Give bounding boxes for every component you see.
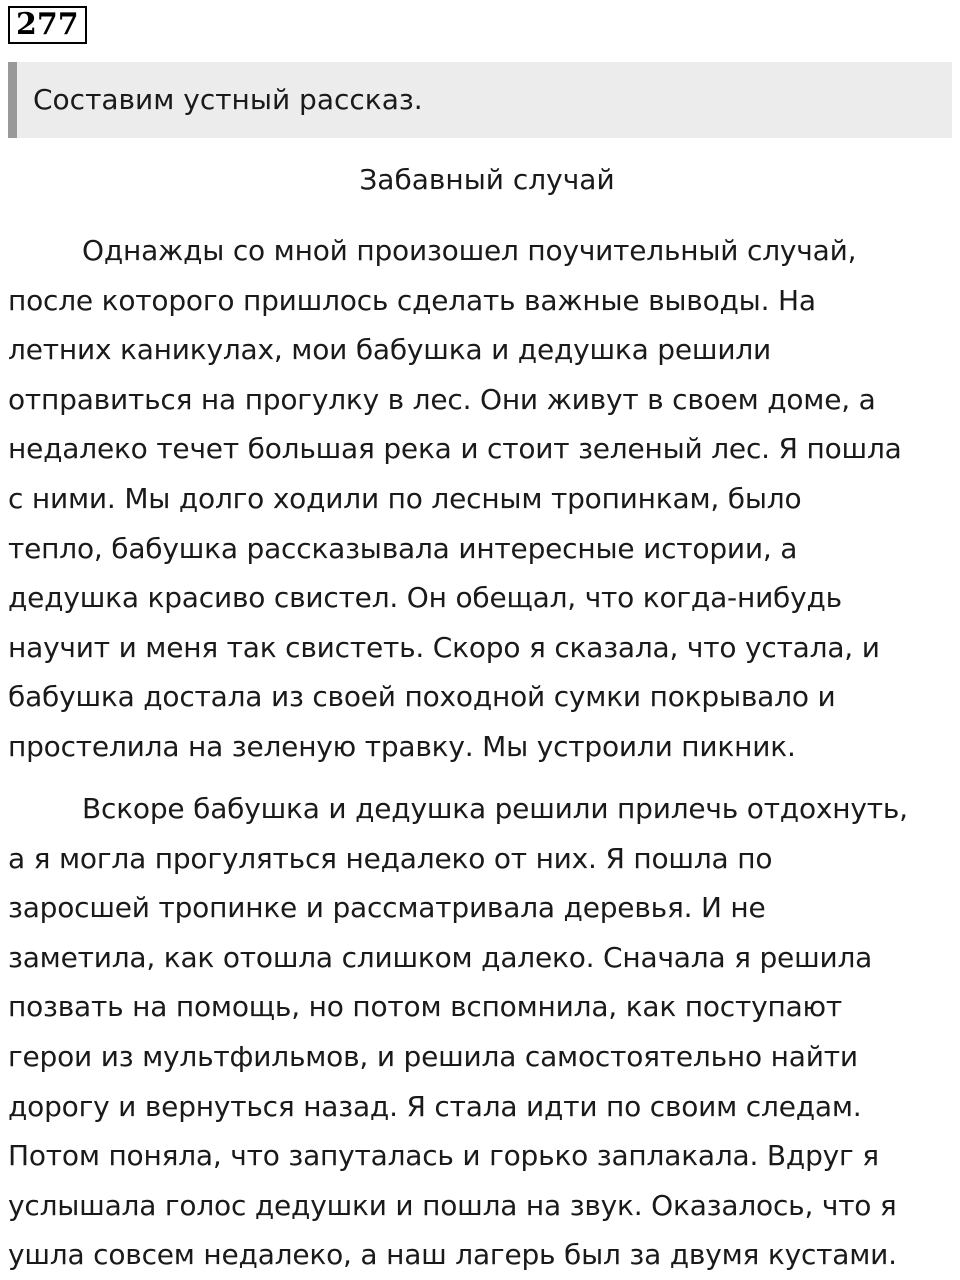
text-line: бабушка достала из своей походной сумки покрывало и — [8, 680, 836, 714]
text-line: отправиться на прогулку в лес. Они живут в своем доме, а — [8, 382, 876, 416]
instruction-text: Составим устный рассказ. — [33, 83, 423, 116]
text-line: дедушка красиво свистел. Он обещал, что когда-нибудь — [8, 581, 842, 615]
text-line: услышала голос дедушки и пошла на звук. Оказалось, что я — [8, 1188, 897, 1222]
text-line: недалеко течет большая река и стоит зеленый лес. Я пошла — [8, 432, 902, 466]
story-title: Забавный случай — [359, 163, 615, 196]
text-line: Вскоре бабушка и дедушка решили прилечь отдохнуть, — [82, 792, 908, 825]
task-number: 277 — [8, 6, 87, 44]
story-paragraph-1 — [8, 226, 960, 772]
text-line: Потом поняла, что запуталась и горько заплакала. Вдруг я — [8, 1139, 879, 1173]
instruction-box — [8, 62, 952, 138]
text-line: дорогу и вернуться назад. Я стала идти по своим следам. — [8, 1089, 862, 1123]
text-line: с ними. Мы долго ходили по лесным тропинкам, было — [8, 481, 802, 515]
text-line: летних каникулах, мои бабушка и дедушка решили — [8, 333, 772, 367]
text-line: после которого пришлось сделать важные выводы. На — [8, 283, 816, 317]
text-line: научит и меня так свистеть. Скоро я сказала, что устала, и — [8, 630, 880, 664]
text-line: позвать на помощь, но потом вспомнила, как поступают — [8, 990, 843, 1024]
text-line: Однажды со мной произошел поучительный случай, — [82, 234, 857, 267]
text-line: заметила, как отошла слишком далеко. Сначала я решила — [8, 940, 873, 974]
text-line: ушла совсем недалеко, а наш лагерь был за двумя кустами. — [8, 1238, 897, 1272]
text-line: тепло, бабушка рассказывала интересные истории, а — [8, 531, 798, 565]
text-line: простелила на зеленую травку. Мы устроили пикник. — [8, 729, 796, 763]
story-paragraph-2 — [8, 784, 960, 1280]
text-line: герои из мультфильмов, и решила самостоятельно найти — [8, 1039, 858, 1073]
text-line: а я могла прогуляться недалеко от них. Я пошла по — [8, 841, 773, 875]
text-line: заросшей тропинке и рассматривала деревья. И не — [8, 891, 766, 925]
